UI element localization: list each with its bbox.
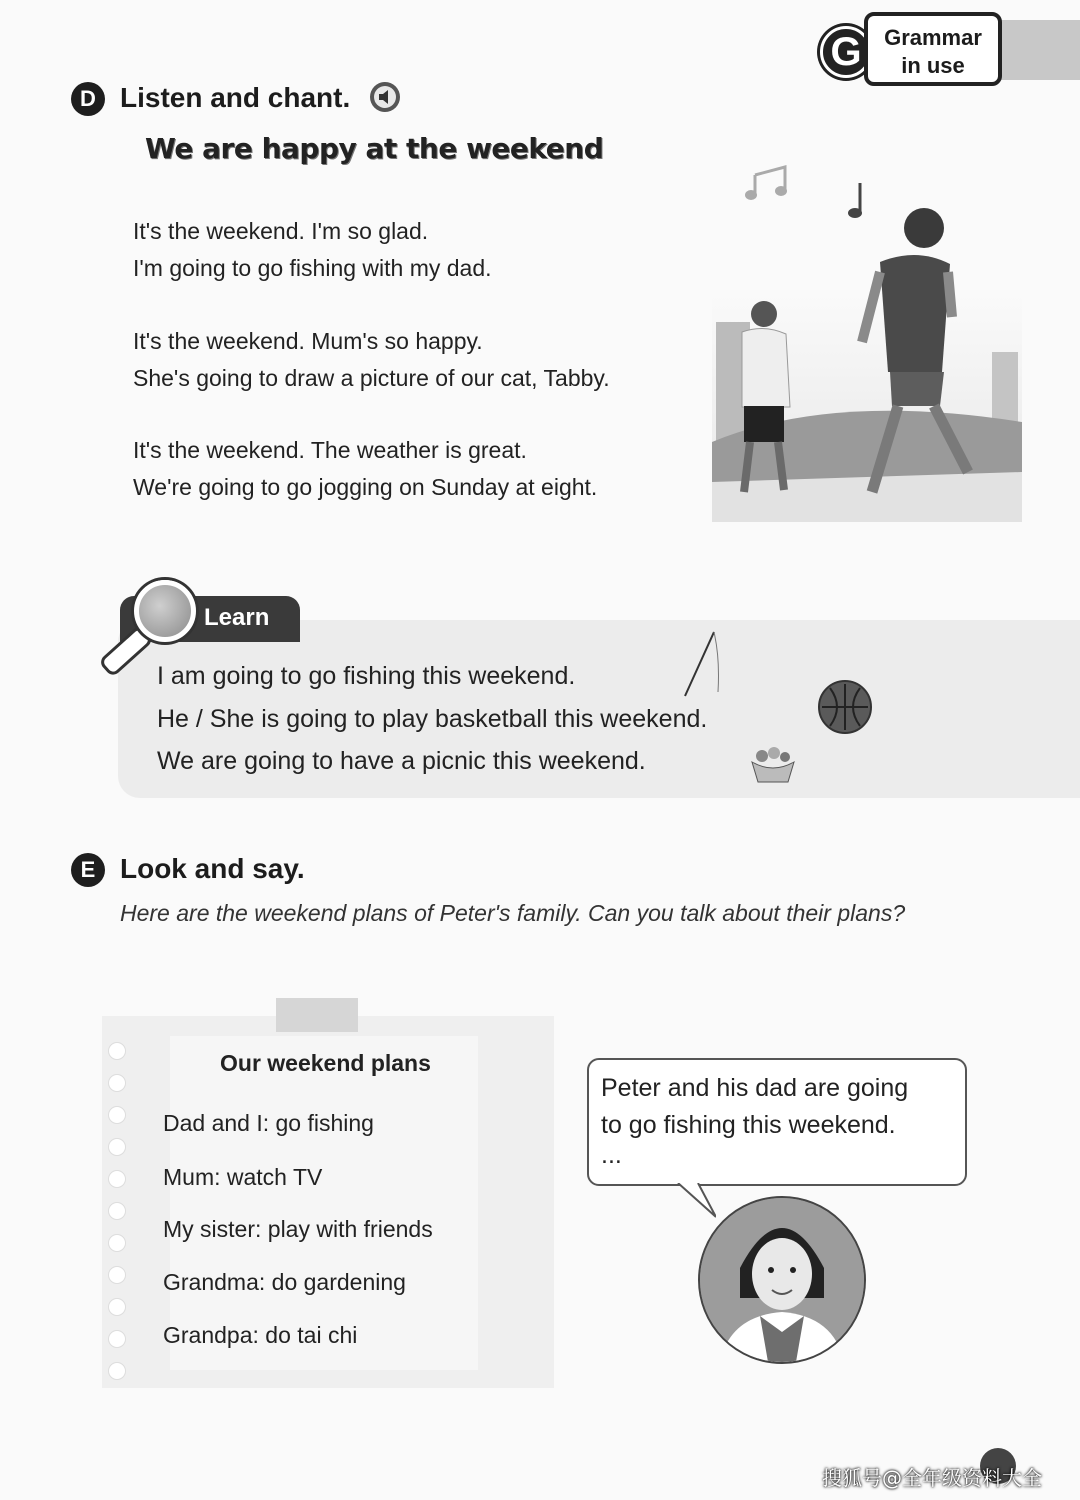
tab-label-box [864,12,1002,86]
plan-item: Grandpa: do tai chi [163,1322,358,1348]
jogging-photo [712,192,1022,522]
chant-line: It's the weekend. I'm so glad. [133,218,429,244]
tab-letter: G [820,26,872,78]
fishing-rod-icon [680,628,730,703]
learn-sentence: I am going to go fishing this weekend. [157,662,576,690]
plan-item: Mum: watch TV [163,1164,323,1190]
plan-item: My sister: play with friends [163,1216,433,1242]
binder-hole [108,1362,126,1380]
binder-hole [108,1298,126,1316]
learn-label: Learn [204,604,270,631]
binder-hole [108,1234,126,1252]
basketball-icon [818,680,872,734]
speech-bubble [587,1058,967,1186]
plans-title: Our weekend plans [220,1050,431,1076]
section-e-title: Look and say. [120,853,305,884]
binder-hole [108,1266,126,1284]
chant-line: She's going to draw a picture of our cat, Tabby. [133,365,610,391]
plan-item: Dad and I: go fishing [163,1110,374,1136]
picnic-basket-icon [748,744,798,784]
watermark: 搜狐号@全年级资料大全 [822,1466,1042,1490]
speech-bubble-tail [676,1183,716,1219]
binder-hole [108,1170,126,1188]
section-e-subtitle: Here are the weekend plans of Peter's family. Can you talk about their plans? [120,900,906,926]
binder-hole [108,1202,126,1220]
girl-avatar [698,1196,866,1364]
tape-strip [276,998,358,1032]
chant-line: I'm going to go fishing with my dad. [133,255,492,281]
binder-hole [108,1106,126,1124]
section-d-badge: D [71,82,105,116]
tab-grey-strip [996,20,1080,80]
chant-title: We are happy at the weekend [145,132,604,165]
magnifier-icon [134,580,196,642]
learn-sentence: We are going to have a picnic this weekend. [157,747,646,775]
binder-hole [108,1138,126,1156]
chant-line: It's the weekend. Mum's so happy. [133,328,483,354]
binder-hole [108,1042,126,1060]
bubble-line: Peter and his dad are going [601,1074,909,1102]
bubble-line: ... [601,1141,622,1169]
plan-item: Grandma: do gardening [163,1269,406,1295]
chant-line: It's the weekend. The weather is great. [133,437,527,463]
bubble-line: to go fishing this weekend. [601,1111,896,1139]
tab-label-line2: in use [901,53,965,78]
binder-hole [108,1074,126,1092]
learn-sentence: He / She is going to play basketball this weekend. [157,705,708,733]
grammar-in-use-tab [820,12,1080,88]
binder-hole [108,1330,126,1348]
card-inner [170,1036,478,1370]
chant-line: We're going to go jogging on Sunday at eight. [133,474,598,500]
tab-label-line1: Grammar [884,25,982,50]
speaker-icon[interactable] [370,82,400,112]
section-d-title: Listen and chant. [120,82,351,113]
section-e-badge: E [71,853,105,887]
